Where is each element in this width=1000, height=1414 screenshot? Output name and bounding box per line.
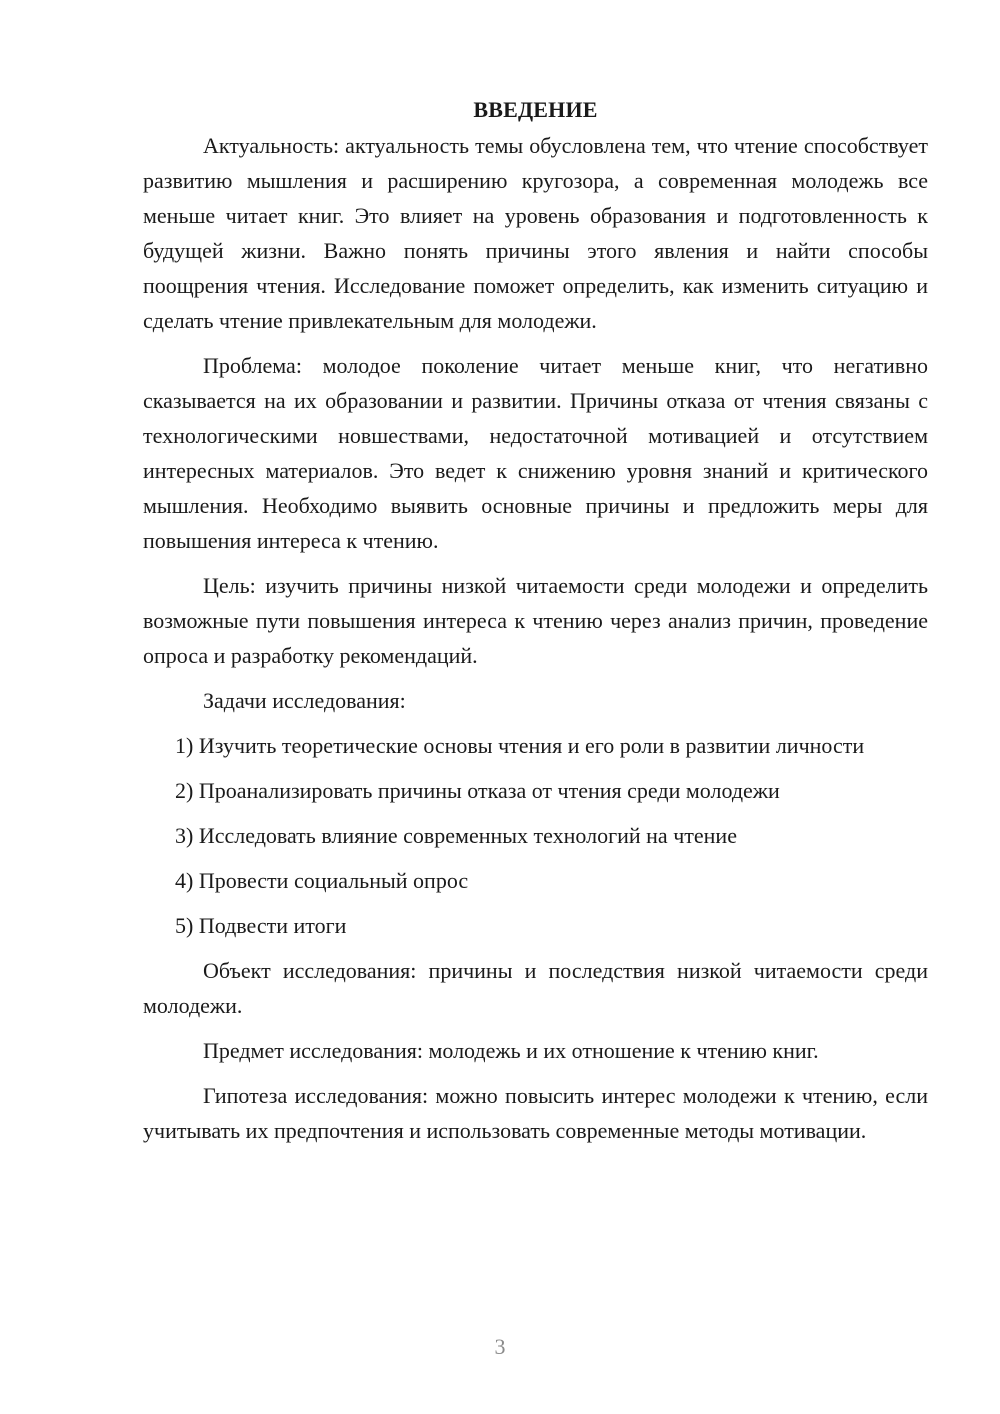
paragraph-object: Объект исследования: причины и последствия низкой читаемости среди молодежи. [143,958,928,1018]
section-title: ВВЕДЕНИЕ [473,97,598,122]
task-item-5: 5) Подвести итоги [175,913,347,938]
document-page [143,92,928,1158]
paragraph-goal: Цель: изучить причины низкой читаемости среди молодежи и определить возможные пути повышения интереса к чтению через анализ причин, проведение опроса и разработку рекомендаций. [143,573,928,668]
task-item-1: 1) Изучить теоретические основы чтения и его роли в развитии личности [175,733,865,758]
paragraph-problem: Проблема: молодое поколение читает меньше книг, что негативно сказывается на их образовании и развитии. Причины отказа от чтения связаны с технологическими новшествами, недостаточной мотивацией и отсутствием интересных материалов. Это ведет к снижению уровня знаний и критического мышления. Необходимо выявить основные причины и предложить меры для повышения интереса к чтению. [143,353,928,553]
task-item-4: 4) Провести социальный опрос [175,868,469,893]
page-number: 3 [494,1334,506,1359]
paragraph-hypothesis: Гипотеза исследования: можно повысить интерес молодежи к чтению, если учитывать их предпочтения и использовать современные методы мотивации. [143,1083,928,1143]
task-item-2: 2) Проанализировать причины отказа от чтения среди молодежи [175,778,780,803]
task-item-3: 3) Исследовать влияние современных технологий на чтение [175,823,737,848]
paragraph-subject: Предмет исследования: молодежь и их отношение к чтению книг. [203,1038,819,1063]
paragraph-relevance: Актуальность: актуальность темы обусловлена тем, что чтение способствует развитию мышления и расширению кругозора, а современная молодежь все меньше читает книг. Это влияет на уровень образования и подготовленность к будущей жизни. Важно понять причины этого явления и найти способы поощрения чтения. Исследование поможет определить, как изменить ситуацию и сделать чтение привлекательным для молодежи. [143,133,928,333]
paragraph-tasks-heading: Задачи исследования: [203,688,406,713]
